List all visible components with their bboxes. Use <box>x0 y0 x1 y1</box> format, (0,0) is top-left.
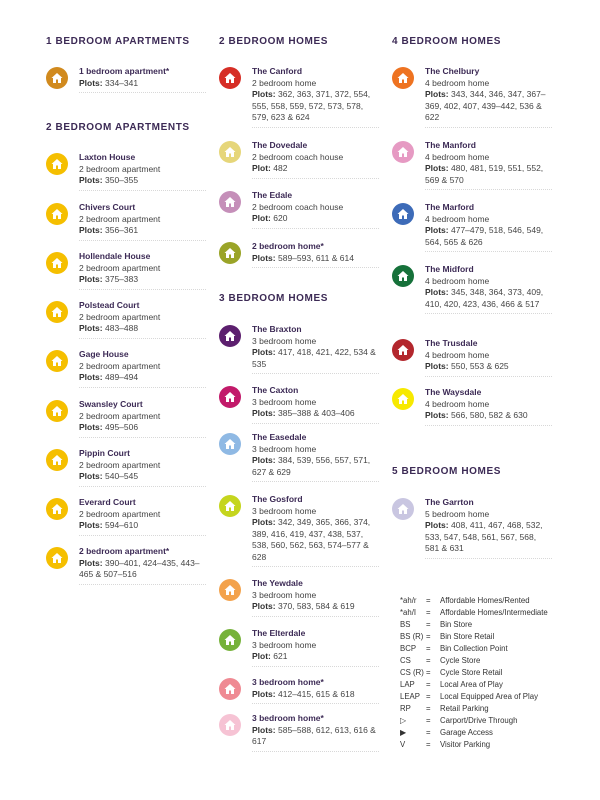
item-divider <box>79 240 206 241</box>
house-type-text <box>79 497 204 532</box>
house-type-name: 3 bedroom home* <box>252 677 324 687</box>
legend-description: Bin Store <box>440 620 473 629</box>
house-type-name: The Midford <box>425 264 474 274</box>
house-type-name: The Canford <box>252 66 303 76</box>
plots-label: Plots: <box>252 455 276 465</box>
legend-abbreviation: *ah/I <box>400 608 417 617</box>
legend-description: Bin Collection Point <box>440 644 508 653</box>
house-type-description: 2 bedroom apartment <box>79 311 161 322</box>
item-divider <box>252 228 379 229</box>
item-divider <box>425 189 552 190</box>
item-divider <box>252 666 379 667</box>
plots-label: Plot: <box>252 651 271 661</box>
plots-value: 384, 539, 556, 557, 571, 627 & 629 <box>252 455 371 477</box>
legend-row <box>400 656 590 668</box>
house-icon <box>46 67 68 89</box>
house-type-text <box>425 202 550 248</box>
legend-abbreviation: BS (R) <box>400 632 424 641</box>
plots-value: 620 <box>273 213 288 223</box>
house-icon <box>392 67 414 89</box>
item-divider <box>79 535 206 536</box>
legend-abbreviation: CS (R) <box>400 668 424 677</box>
house-type-description: 2 bedroom apartment <box>79 360 161 371</box>
house-icon <box>219 678 241 700</box>
legend-equals: = <box>426 608 431 617</box>
house-icon <box>46 301 68 323</box>
item-divider <box>252 267 379 268</box>
item-divider <box>252 703 379 704</box>
item-divider <box>79 190 206 191</box>
legend-equals: = <box>426 716 431 725</box>
house-icon <box>219 579 241 601</box>
house-type-description: 5 bedroom home <box>425 508 490 519</box>
plots-value: 342, 349, 365, 366, 374, 389, 416, 419, 437, 438, 537, 538, 560, 562, 563, 574–577 & 628 <box>252 517 371 562</box>
plots-value: 375–383 <box>105 274 139 284</box>
plots-value: 334–341 <box>105 77 139 88</box>
house-type-name: Gage House <box>79 349 129 359</box>
plots-line <box>425 287 550 310</box>
plots-line <box>425 89 550 124</box>
legend-description: Carport/Drive Through <box>440 716 518 725</box>
legend-abbreviation: CS <box>400 656 411 665</box>
plots-line <box>252 651 377 663</box>
legend-row <box>400 608 590 620</box>
legend-abbreviation: RP <box>400 704 411 713</box>
house-icon <box>46 400 68 422</box>
plots-value: 362, 363, 371, 372, 554, 555, 558, 559, 572, 573, 578, 579, 623 & 624 <box>252 89 371 122</box>
section-heading: 3 BEDROOM HOMES <box>219 293 329 304</box>
house-type-name: Swansley Court <box>79 399 143 409</box>
house-type-text <box>252 190 377 225</box>
legend-description: Cycle Store Retail <box>440 668 503 677</box>
legend-row <box>400 632 590 644</box>
house-type-text <box>252 66 377 124</box>
legend-description: Affordable Homes/Intermediate <box>440 608 548 617</box>
house-type-text <box>425 497 550 555</box>
house-type-name: The Waysdale <box>425 387 482 397</box>
house-type-text <box>252 628 377 663</box>
house-type-text <box>425 140 550 186</box>
item-divider <box>252 423 379 424</box>
legend-description: Cycle Store <box>440 656 481 665</box>
item-divider <box>79 437 206 438</box>
plots-value: 370, 583, 584 & 619 <box>278 601 355 611</box>
plots-label: Plots: <box>252 347 276 357</box>
legend-row <box>400 728 590 740</box>
house-type-text <box>252 713 377 748</box>
plots-label: Plots: <box>79 372 103 382</box>
plots-line <box>425 520 550 555</box>
legend-description: Retail Parking <box>440 704 489 713</box>
legend-row <box>400 740 590 752</box>
item-divider <box>252 751 379 752</box>
house-type-text <box>79 448 204 483</box>
house-icon <box>392 141 414 163</box>
house-icon <box>392 498 414 520</box>
house-type-description: 3 bedroom home <box>252 505 317 516</box>
house-type-description: 2 bedroom apartment <box>79 213 161 224</box>
plots-line <box>79 471 204 483</box>
plots-line <box>79 274 204 286</box>
plots-value: 594–610 <box>105 520 139 530</box>
house-type-name: 2 bedroom apartment* <box>79 546 170 556</box>
item-divider <box>425 376 552 377</box>
plots-value: 343, 344, 346, 347, 367–369, 402, 407, 439–442, 536 & 622 <box>425 89 546 122</box>
plots-line <box>252 601 377 613</box>
item-divider <box>252 178 379 179</box>
legend-abbreviation: ▷ <box>400 716 406 725</box>
legend-description: Visitor Parking <box>440 740 491 749</box>
plots-label: Plots: <box>79 175 103 185</box>
plots-label: Plots: <box>252 688 276 699</box>
plots-value: 621 <box>273 651 288 661</box>
legend-equals: = <box>426 728 431 737</box>
house-type-text <box>252 432 377 478</box>
item-divider <box>252 616 379 617</box>
section-heading: 4 BEDROOM HOMES <box>392 36 502 47</box>
house-icon <box>46 153 68 175</box>
house-icon <box>219 141 241 163</box>
plots-label: Plot: <box>252 213 271 223</box>
item-divider <box>252 566 379 567</box>
plots-value: 550, 553 & 625 <box>451 361 509 371</box>
house-type-description: 4 bedroom home <box>425 349 490 360</box>
plots-value: 356–361 <box>105 225 139 235</box>
house-icon <box>392 265 414 287</box>
plots-line <box>252 253 377 265</box>
house-type-text <box>79 399 204 434</box>
house-type-text <box>79 546 204 581</box>
legend-abbreviation: V <box>400 740 406 749</box>
plots-value: 408, 411, 467, 468, 532, 533, 547, 548, 561, 567, 568, 581 & 631 <box>425 520 543 553</box>
plots-value: 390–401, 424–435, 443–465 & 507–516 <box>79 557 200 579</box>
legend-abbreviation: BS <box>400 620 411 629</box>
house-icon <box>46 350 68 372</box>
legend-equals: = <box>426 632 431 641</box>
house-icon <box>219 325 241 347</box>
legend-equals: = <box>426 680 431 689</box>
house-type-name: The Gosford <box>252 494 303 504</box>
plots-label: Plots: <box>79 557 103 568</box>
house-type-text <box>79 202 204 237</box>
house-type-description: 2 bedroom home <box>252 77 317 88</box>
item-divider <box>252 127 379 128</box>
item-divider <box>79 486 206 487</box>
house-type-name: The Chelbury <box>425 66 480 76</box>
legend-abbreviation: BCP <box>400 644 417 653</box>
plots-label: Plots: <box>425 410 449 420</box>
plots-line <box>79 372 204 384</box>
house-type-text <box>79 251 204 286</box>
legend-equals: = <box>426 620 431 629</box>
plots-value: 385–388 & 403–406 <box>278 408 355 418</box>
plots-value: 483–488 <box>105 323 139 333</box>
plots-line <box>252 213 377 225</box>
house-icon <box>219 433 241 455</box>
plots-label: Plots: <box>425 89 449 99</box>
house-type-text <box>425 338 550 373</box>
item-divider <box>425 558 552 559</box>
house-icon <box>46 498 68 520</box>
house-type-text <box>252 140 377 175</box>
section-heading: 5 BEDROOM HOMES <box>392 466 502 477</box>
plots-label: Plots: <box>252 517 276 527</box>
plots-label: Plots: <box>425 520 449 530</box>
legend-abbreviation: *ah/r <box>400 596 417 605</box>
plots-label: Plots: <box>252 252 276 263</box>
plots-line <box>79 558 204 581</box>
house-type-name: The Marford <box>425 202 475 212</box>
plots-value: 589–593, 611 & 614 <box>278 252 354 263</box>
house-type-text <box>79 152 204 187</box>
legend-description: Local Equipped Area of Play <box>440 692 538 701</box>
plots-label: Plots: <box>425 225 449 235</box>
house-type-text <box>252 578 377 613</box>
house-type-text <box>79 349 204 384</box>
house-type-description: 2 bedroom apartment <box>79 459 161 470</box>
house-icon <box>219 714 241 736</box>
house-icon <box>219 242 241 264</box>
plots-label: Plots: <box>252 408 276 418</box>
plots-line <box>425 163 550 186</box>
house-icon <box>219 629 241 651</box>
house-icon <box>392 203 414 225</box>
house-type-name: The Garrton <box>425 497 474 507</box>
plots-value: 482 <box>273 163 288 173</box>
plots-label: Plot: <box>252 163 271 173</box>
house-icon <box>46 547 68 569</box>
house-type-text <box>425 264 550 310</box>
legend-description: Garage Access <box>440 728 493 737</box>
plots-value: 412–415, 615 & 618 <box>278 688 355 699</box>
plots-line <box>79 175 204 187</box>
plots-value: 566, 580, 582 & 630 <box>451 410 528 420</box>
plots-label: Plots: <box>425 287 449 297</box>
plots-line <box>425 225 550 248</box>
house-icon <box>219 386 241 408</box>
item-divider <box>79 387 206 388</box>
plots-value: 345, 348, 364, 373, 409, 410, 420, 423, 436, 466 & 517 <box>425 287 544 309</box>
house-type-description: 4 bedroom home <box>425 77 490 88</box>
house-type-text <box>425 66 550 124</box>
plots-line <box>252 347 377 370</box>
house-type-name: The Elterdale <box>252 628 306 638</box>
plots-label: Plots: <box>79 225 103 235</box>
plots-value: 585–588, 612, 613, 616 & 617 <box>252 724 376 746</box>
house-icon <box>46 449 68 471</box>
plots-label: Plots: <box>252 89 276 99</box>
house-type-name: Laxton House <box>79 152 136 162</box>
legend-row <box>400 692 590 704</box>
house-type-description: 2 bedroom apartment <box>79 262 161 273</box>
house-type-name: The Edale <box>252 190 293 200</box>
item-divider <box>79 338 206 339</box>
plots-value: 489–494 <box>105 372 139 382</box>
house-type-description: 3 bedroom home <box>252 396 317 407</box>
plots-line <box>252 163 377 175</box>
legend-equals: = <box>426 656 431 665</box>
legend-description: Bin Store Retail <box>440 632 495 641</box>
house-type-description: 2 bedroom coach house <box>252 201 344 212</box>
plots-value: 540–545 <box>105 471 139 481</box>
plots-line <box>252 408 377 420</box>
legend-row <box>400 716 590 728</box>
plots-line <box>79 422 204 434</box>
legend-equals: = <box>426 692 431 701</box>
house-icon <box>46 252 68 274</box>
plots-value: 495–506 <box>105 422 139 432</box>
house-type-text <box>79 300 204 335</box>
plots-label: Plots: <box>425 361 449 371</box>
house-type-name: The Manford <box>425 140 476 150</box>
house-type-description: 2 bedroom apartment <box>79 410 161 421</box>
legend-abbreviation: LEAP <box>400 692 420 701</box>
plots-line <box>252 455 377 478</box>
legend-abbreviation: LAP <box>400 680 415 689</box>
section-heading: 2 BEDROOM HOMES <box>219 36 329 47</box>
plots-line <box>79 323 204 335</box>
legend-abbreviation: ▶ <box>400 728 406 737</box>
house-type-name: The Easedale <box>252 432 307 442</box>
house-type-description: 4 bedroom home <box>425 151 490 162</box>
house-type-name: 1 bedroom apartment* <box>79 66 170 76</box>
house-type-description: 3 bedroom home <box>252 335 317 346</box>
house-type-text <box>252 494 377 563</box>
item-divider <box>425 127 552 128</box>
house-type-description: 2 bedroom apartment <box>79 508 161 519</box>
item-divider <box>425 425 552 426</box>
item-divider <box>79 584 206 585</box>
legend-row <box>400 620 590 632</box>
legend-description: Local Area of Play <box>440 680 503 689</box>
legend-row <box>400 668 590 680</box>
section-heading: 1 BEDROOM APARTMENTS <box>46 36 190 47</box>
house-type-text <box>252 677 377 700</box>
plots-value: 417, 418, 421, 422, 534 & 535 <box>252 347 376 369</box>
house-icon <box>219 67 241 89</box>
plots-line <box>252 89 377 124</box>
house-type-name: Pippin Court <box>79 448 130 458</box>
plots-value: 350–355 <box>105 175 139 185</box>
legend-row <box>400 644 590 656</box>
house-type-name: 3 bedroom home* <box>252 713 324 723</box>
house-type-text <box>252 385 377 420</box>
item-divider <box>79 92 206 93</box>
plots-label: Plots: <box>79 471 103 481</box>
house-icon <box>46 203 68 225</box>
item-divider <box>425 251 552 252</box>
legend-equals: = <box>426 740 431 749</box>
item-divider <box>79 289 206 290</box>
house-type-name: The Braxton <box>252 324 302 334</box>
plots-line <box>79 78 204 90</box>
house-type-name: The Dovedale <box>252 140 308 150</box>
legend-equals: = <box>426 704 431 713</box>
house-type-description: 2 bedroom coach house <box>252 151 344 162</box>
plots-line <box>79 225 204 237</box>
house-type-description: 3 bedroom home <box>252 639 317 650</box>
house-icon <box>392 388 414 410</box>
plots-label: Plots: <box>79 77 103 88</box>
plots-line <box>252 517 377 563</box>
plots-line <box>252 725 377 748</box>
house-type-name: Hollendale House <box>79 251 151 261</box>
house-type-description: 4 bedroom home <box>425 275 490 286</box>
plots-value: 477–479, 518, 546, 549, 564, 565 & 626 <box>425 225 544 247</box>
legend-row <box>400 704 590 716</box>
house-icon <box>219 191 241 213</box>
house-type-description: 4 bedroom home <box>425 398 490 409</box>
plots-label: Plots: <box>79 323 103 333</box>
house-type-text <box>252 241 377 264</box>
legend-description: Affordable Homes/Rented <box>440 596 530 605</box>
plots-label: Plots: <box>252 601 276 611</box>
plots-label: Plots: <box>79 422 103 432</box>
house-type-name: The Trusdale <box>425 338 478 348</box>
house-type-description: 3 bedroom home <box>252 589 317 600</box>
item-divider <box>252 481 379 482</box>
house-type-description: 2 bedroom apartment <box>79 163 161 174</box>
house-icon <box>392 339 414 361</box>
house-type-text <box>425 387 550 422</box>
legend-equals: = <box>426 668 431 677</box>
plots-label: Plots: <box>425 163 449 173</box>
house-icon <box>219 495 241 517</box>
house-type-name: Polstead Court <box>79 300 140 310</box>
item-divider <box>425 313 552 314</box>
house-type-description: 4 bedroom home <box>425 213 490 224</box>
legend-equals: = <box>426 644 431 653</box>
plots-line <box>252 689 377 701</box>
item-divider <box>252 373 379 374</box>
section-heading: 2 BEDROOM APARTMENTS <box>46 122 190 133</box>
plots-value: 480, 481, 519, 551, 552, 569 & 570 <box>425 163 544 185</box>
house-type-description: 3 bedroom home <box>252 443 317 454</box>
house-type-text <box>79 66 204 89</box>
house-type-name: 2 bedroom home* <box>252 241 324 251</box>
house-type-name: Everard Court <box>79 497 136 507</box>
house-type-name: The Yewdale <box>252 578 303 588</box>
house-type-name: Chivers Court <box>79 202 136 212</box>
plots-label: Plots: <box>79 520 103 530</box>
legend-row <box>400 680 590 692</box>
house-type-text <box>252 324 377 370</box>
plots-line <box>425 361 550 373</box>
plots-line <box>425 410 550 422</box>
house-type-name: The Caxton <box>252 385 299 395</box>
plots-label: Plots: <box>252 724 276 735</box>
plots-line <box>79 520 204 532</box>
legend-equals: = <box>426 596 431 605</box>
legend-row <box>400 596 590 608</box>
plots-label: Plots: <box>79 274 103 284</box>
